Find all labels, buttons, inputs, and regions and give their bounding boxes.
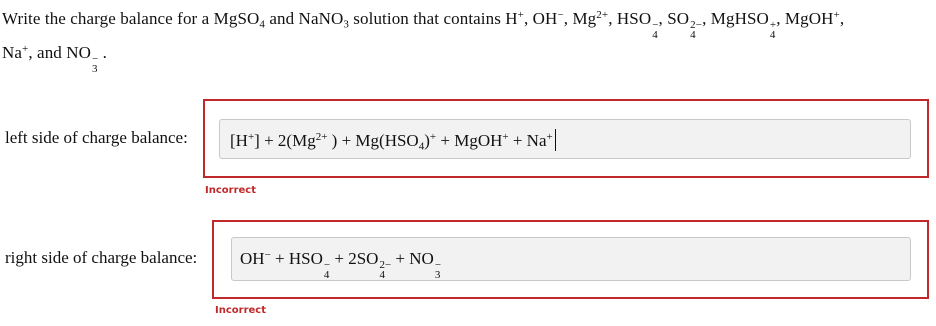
question-intro: Write the charge balance for a MgSO	[2, 9, 260, 28]
right-answer-frame	[212, 220, 929, 299]
left-term-mghso4: ) + Mg(HSO	[327, 131, 419, 150]
question-and: and NaNO	[265, 9, 344, 28]
question-hso4: , HSO	[608, 9, 652, 28]
left-term-close: )	[424, 131, 430, 150]
text-cursor	[555, 129, 556, 151]
question-mgoh: , MgOH	[776, 9, 834, 28]
right-side-input[interactable]	[231, 237, 911, 281]
question-text: Write the charge balance for a MgSO$_4$ and NaNO$_3$ solution that contains H+, OH−, $Mg^{2+}$, HSO − 4 , SO 2− 4 , MgHSO + 4 , MgOH+, Na+, and NO − 3 .	[2, 8, 845, 75]
left-term-mg: ] + 2(Mg	[254, 131, 316, 150]
right-side-label: right side of charge balance:	[5, 248, 198, 267]
right-side-expression: OH− + HSO − 4 + 2SO 2− 4 + NO − 3	[240, 248, 442, 281]
left-feedback-incorrect: Incorrect	[205, 185, 256, 196]
question-mg: , Mg	[563, 9, 597, 28]
question-period: .	[98, 42, 108, 62]
question-na: Na	[2, 42, 23, 62]
question-no3: , and NO	[28, 42, 91, 62]
left-side-label: left side of charge balance:	[5, 128, 188, 147]
right-term-hso4: + HSO	[270, 249, 323, 268]
right-term-oh: OH	[240, 249, 265, 268]
right-term-so4: + 2SO	[330, 249, 379, 268]
left-term-h: [H	[230, 131, 248, 150]
right-term-no3: + NO	[391, 249, 434, 268]
question-mghso4: , MgHSO	[702, 9, 769, 28]
left-side-input[interactable]	[219, 119, 911, 159]
question-oh: , OH	[523, 9, 558, 28]
left-answer-frame	[203, 99, 929, 178]
question-so4: , SO	[658, 9, 690, 28]
right-feedback-incorrect: Incorrect	[215, 305, 266, 316]
question-solution: solution that contains H	[348, 9, 518, 28]
left-term-na: + Na	[508, 131, 547, 150]
left-term-mgoh: + MgOH	[436, 131, 503, 150]
left-side-expression: $[H^+] + 2(Mg^{2+}$ ) + $Mg(HSO_4)^+$ + MgOH+ + Na+	[230, 129, 556, 151]
